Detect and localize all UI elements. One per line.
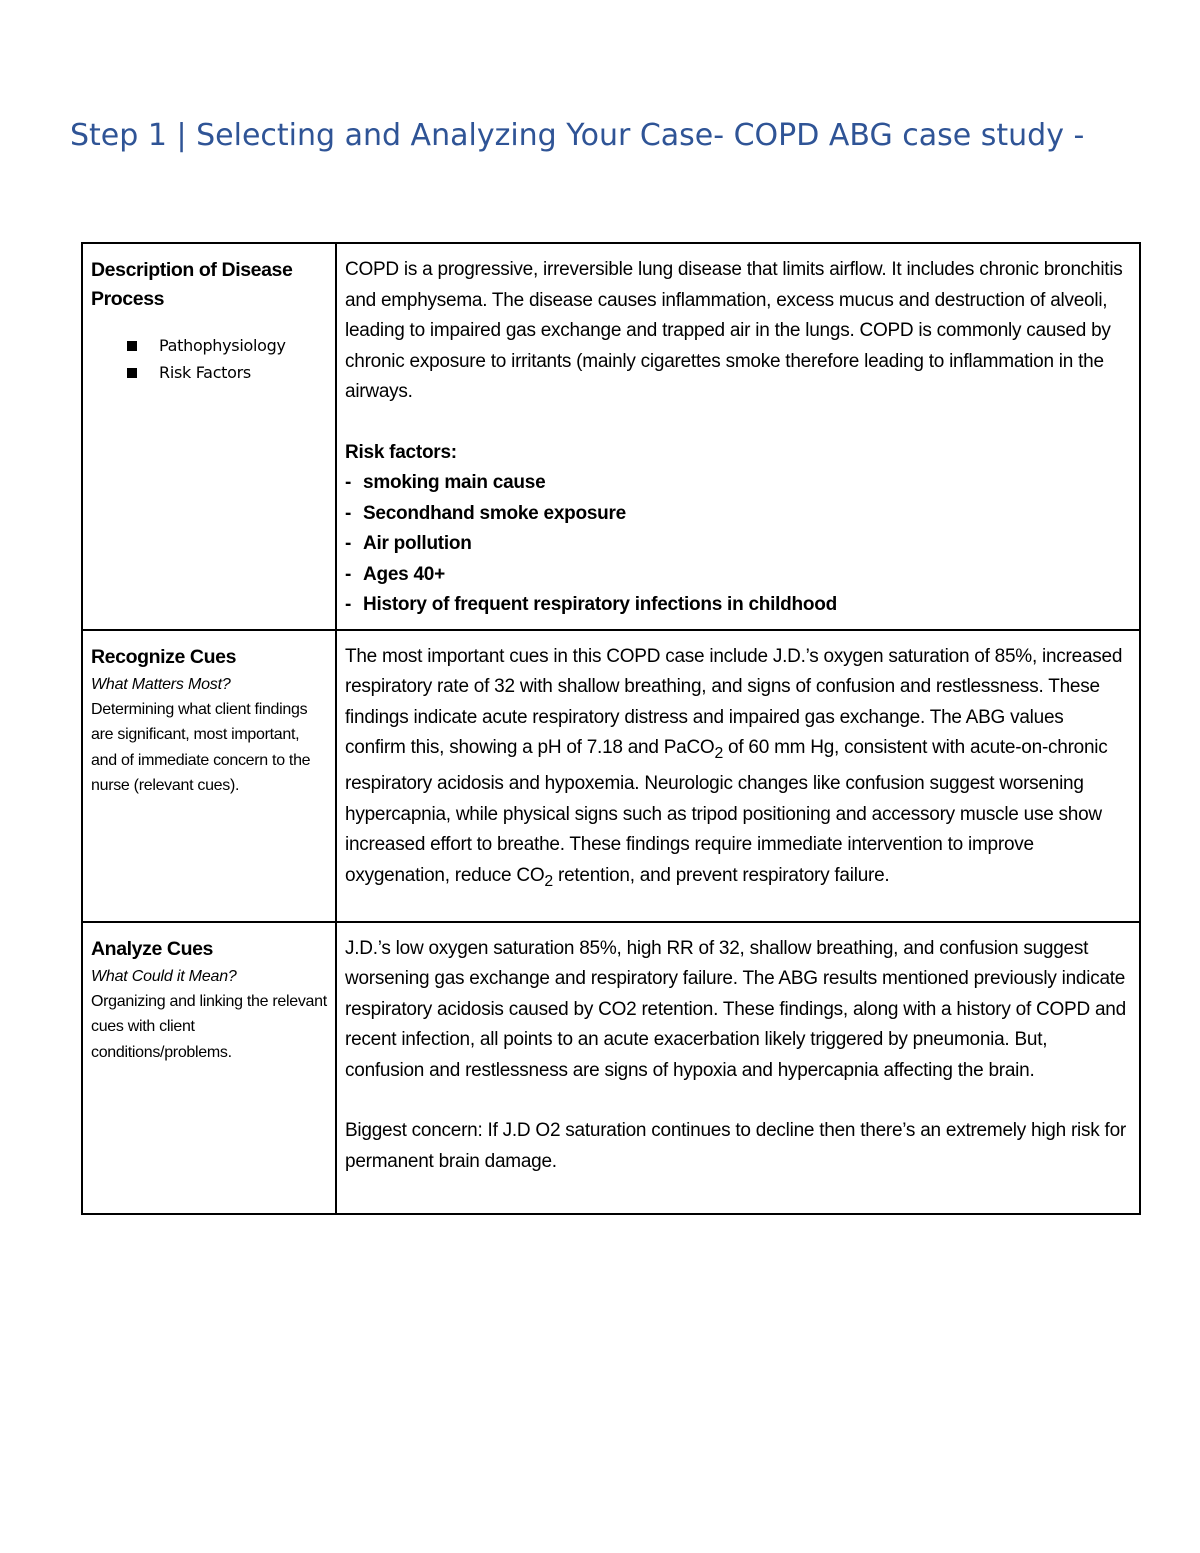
square-bullet-icon bbox=[127, 341, 137, 351]
analyze-cues-paragraph: J.D.’s low oxygen saturation 85%, high RR of 32, shallow breathing, and confusion suggest worsening gas exchange and respiratory failure. The ABG results mentioned previously indicate respiratory acidosis caused by CO2 retention. These findings, along with a history of COPD and recent infection, all points to an acute exacerbation likely triggered by pneumonia. But, confusion and restlessness are signs of hypoxia and hypercapnia affecting the brain. bbox=[345, 937, 1126, 1081]
row-title: Analyze Cues bbox=[91, 937, 213, 960]
row-subtitle: What Matters Most? bbox=[91, 675, 231, 693]
list-item bbox=[127, 359, 327, 386]
row-content-cell bbox=[336, 630, 1140, 922]
row-subtitle: What Could it Mean? bbox=[91, 967, 237, 985]
row-content-cell bbox=[336, 922, 1140, 1214]
risk-factors-heading: Risk factors: bbox=[345, 441, 457, 463]
list-item: - smoking main cause bbox=[345, 468, 1129, 499]
list-item: - History of frequent respiratory infections in childhood bbox=[345, 590, 1129, 621]
case-table bbox=[81, 242, 1141, 1215]
row-description: Organizing and linking the relevant cues with client conditions/problems. bbox=[91, 992, 327, 1061]
page-title: Step 1 | Selecting and Analyzing Your Case- COPD ABG case study - bbox=[70, 118, 1085, 153]
table-row-recognize-cues bbox=[82, 630, 1140, 922]
list-item-label: Pathophysiology bbox=[159, 336, 286, 355]
list-item: - Air pollution bbox=[345, 529, 1129, 560]
row-label-cell bbox=[82, 243, 336, 630]
disease-description: COPD is a progressive, irreversible lung disease that limits airflow. It includes chronic bronchitis and emphysema. The disease causes inflammation, excess mucus and destruction of alveoli, leading to impaired gas exchange and trapped air in the lungs. COPD is commonly caused by chronic exposure to irritants (mainly cigarettes smoke therefore leading to inflammation in the airways. bbox=[345, 259, 1123, 402]
table-row-disease-process bbox=[82, 243, 1140, 630]
biggest-concern: Biggest concern: If J.D O2 saturation continues to decline then there’s an extremely high risk for permanent brain damage. bbox=[345, 1120, 1126, 1172]
list-item bbox=[127, 332, 327, 359]
list-item: - Secondhand smoke exposure bbox=[345, 499, 1129, 530]
list-item: - Ages 40+ bbox=[345, 560, 1129, 591]
row-title: Recognize Cues bbox=[91, 645, 237, 668]
square-bullet-icon bbox=[127, 368, 137, 378]
row-content-cell bbox=[336, 243, 1140, 630]
row-description: Determining what client findings are significant, most important, and of immediate concern to the nurse (relevant cues). bbox=[91, 700, 311, 794]
row-label-cell bbox=[82, 922, 336, 1214]
topic-list bbox=[91, 332, 327, 386]
row-label-cell bbox=[82, 630, 336, 922]
risk-factors-list bbox=[345, 468, 1129, 621]
recognize-cues-paragraph: The most important cues in this COPD case include J.D.’s oxygen saturation of 85%, increased respiratory rate of 32 with shallow breathing, and signs of confusion and restlessness. These findings indicate acute respiratory distress and impaired gas exchange. The ABG values confirm this, showing a pH of 7.18 and PaCO$_2$ of 60 mm Hg, consistent with acute-on-chronic respiratory acidosis and hypoxemia. Neurologic changes like confusion suggest worsening hypercapnia, while physical signs such as tripod positioning and accessory muscle use show increased effort to breathe. These findings require immediate intervention to improve oxygenation, reduce $CO_2$ retention, and prevent respiratory failure. bbox=[345, 645, 1123, 890]
row-title: Description of Disease Process bbox=[91, 259, 293, 310]
table-row-analyze-cues bbox=[82, 922, 1140, 1214]
list-item-label: Risk Factors bbox=[159, 363, 251, 382]
